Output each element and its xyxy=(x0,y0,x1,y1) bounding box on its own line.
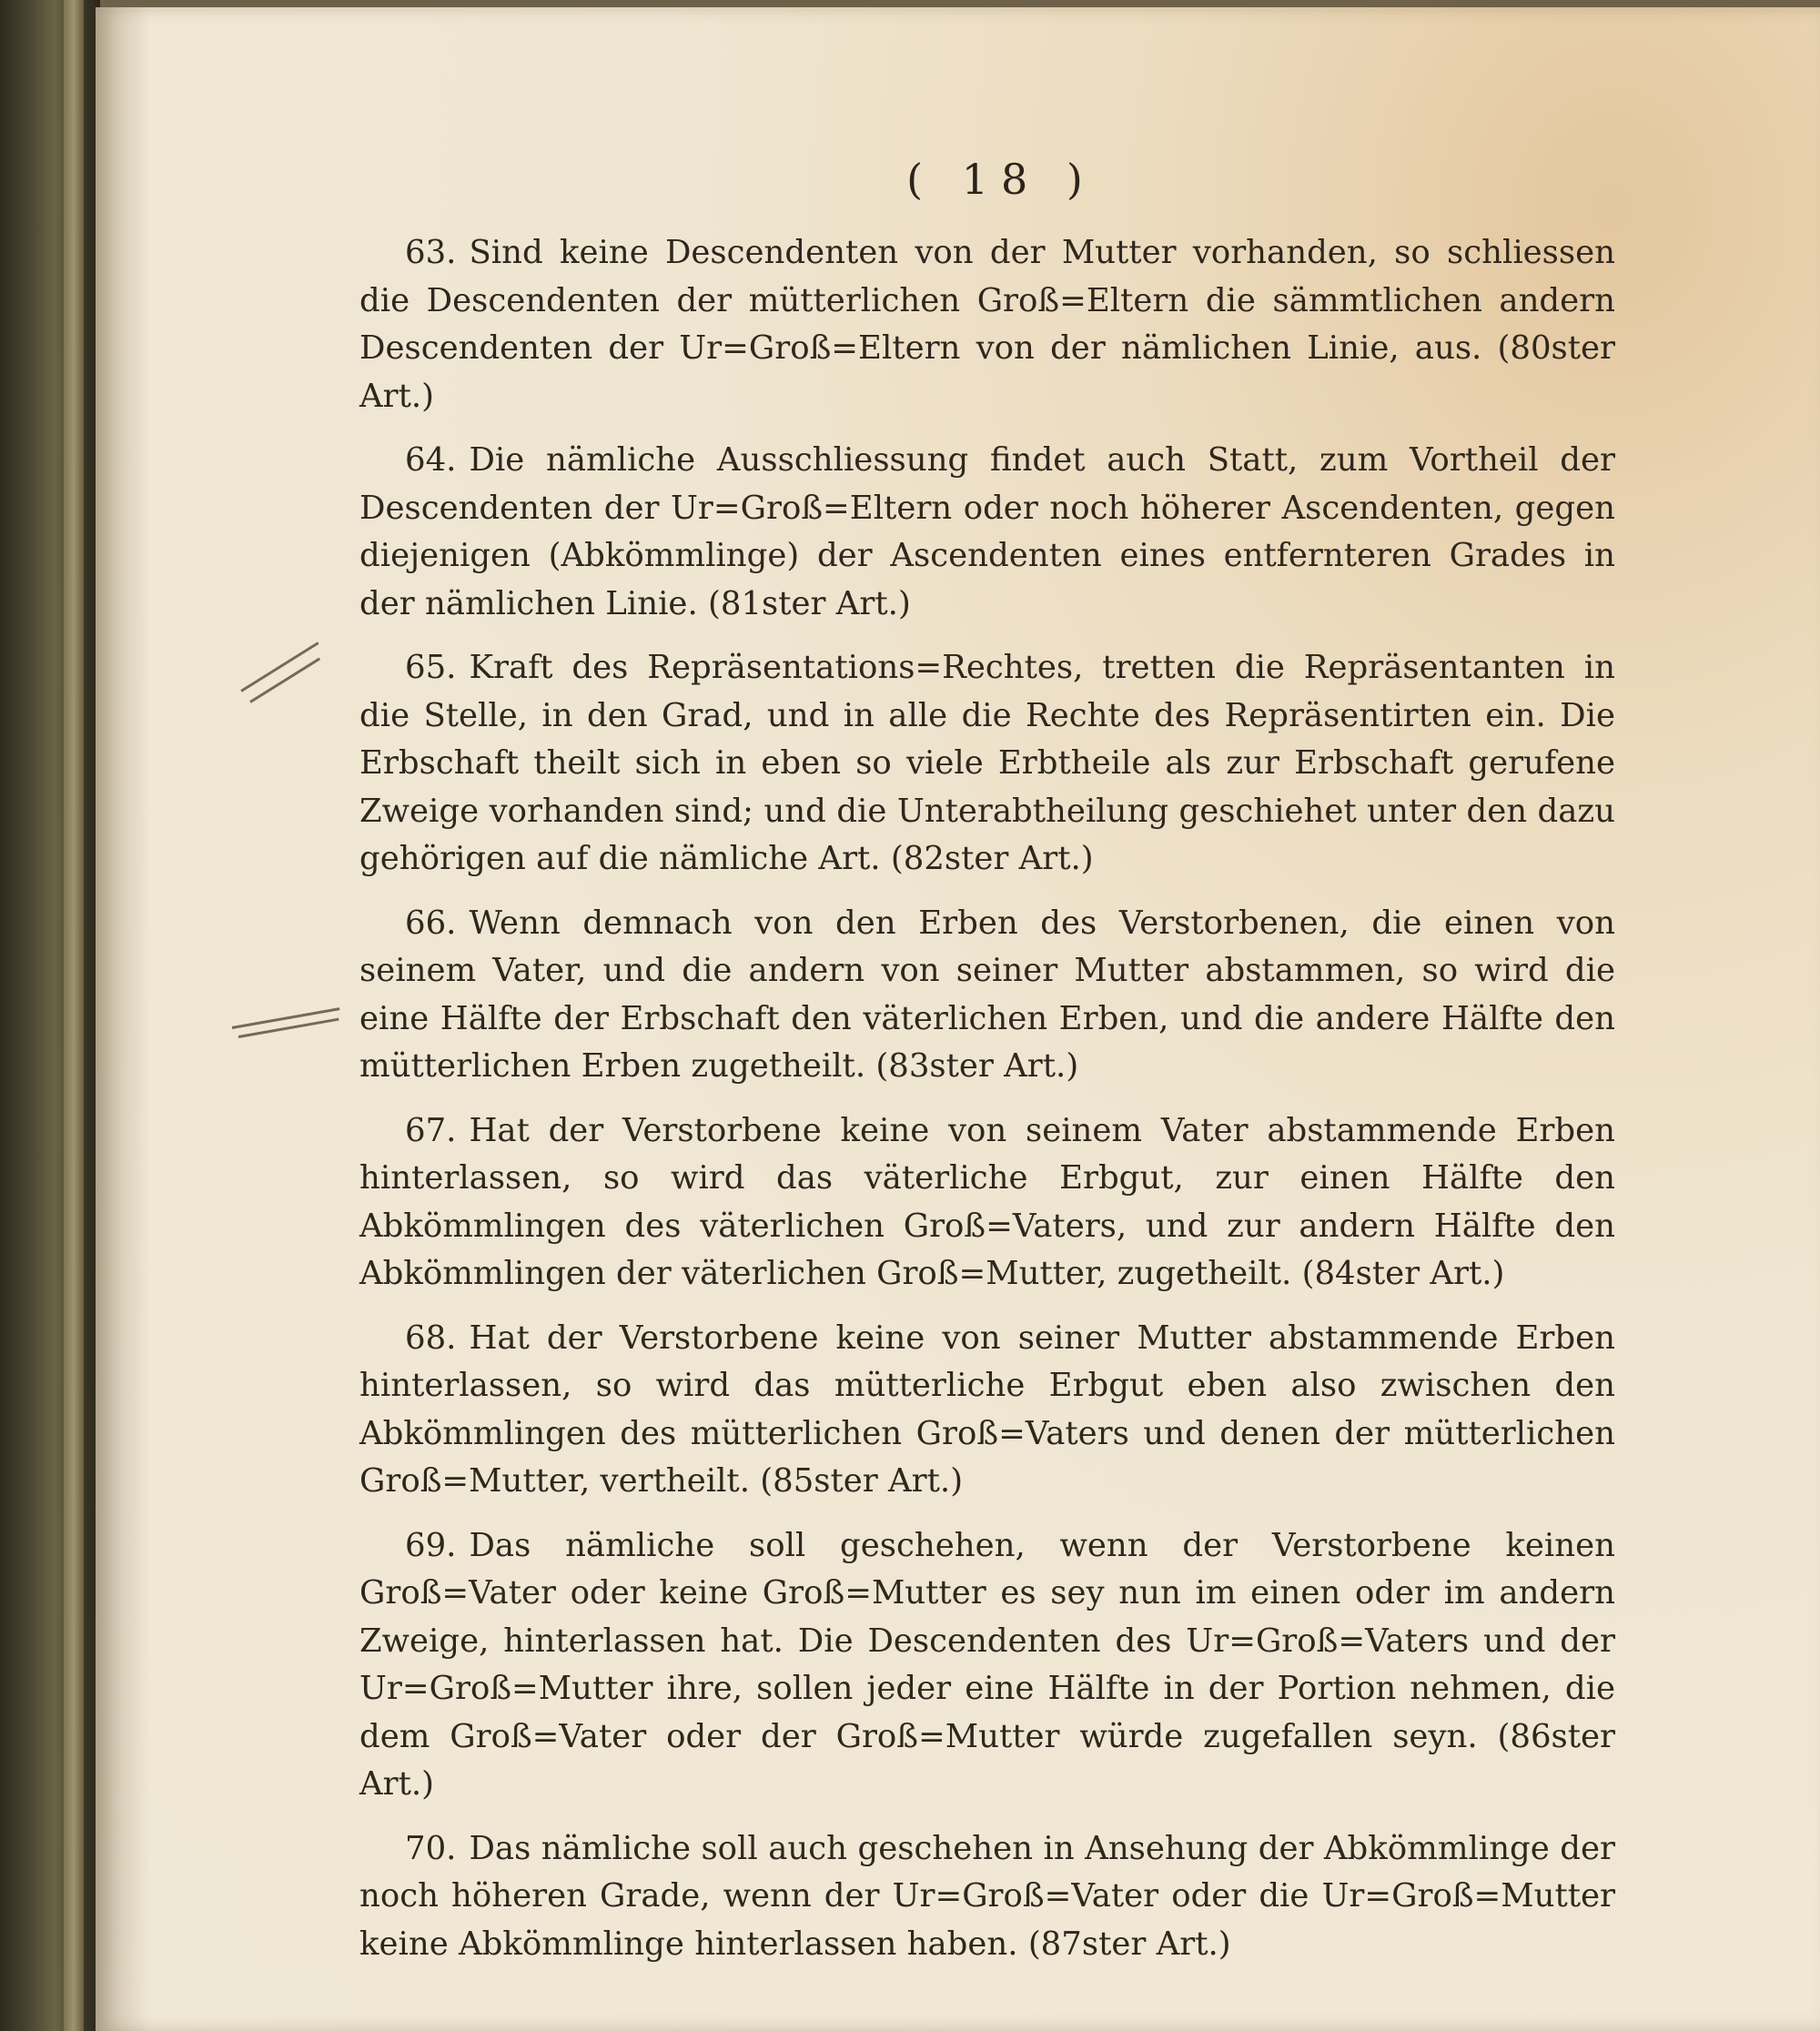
paragraph-number: 66. xyxy=(405,904,457,942)
paragraph-67 xyxy=(359,1107,1615,1298)
paragraph-text: Kraft des Repräsentations=Rechtes, tretten die Repräsentanten in die Stelle, in den Grad, und in alle die Rechte des Repräsentirten ein. Die Erbschaft theilt sich in eben so viele Erbtheile als zur Erbschaft gerufene Zweige vorhanden sind; und die Unterabtheilung geschiehet unter den dazu gehörigen auf die nämliche Art. (82ster Art.) xyxy=(359,649,1615,877)
paragraph-text: Hat der Verstorbene keine von seinem Vater abstammende Erben hinterlassen, so wird das väterliche Erbgut, zur einen Hälfte den Abkömmlingen des väterlichen Groß=Vaters, und zur andern Hälfte den Abkömmlingen der väterlichen Groß=Mutter, zugetheilt. (84ster Art.) xyxy=(359,1111,1615,1292)
page-number: ( 18 ) xyxy=(906,155,1096,204)
paragraph-number: 65. xyxy=(405,649,457,686)
paragraph-66 xyxy=(359,900,1615,1091)
paragraph-number: 64. xyxy=(405,441,457,479)
paragraph-text: Hat der Verstorbene keine von seiner Mutter abstammende Erben hinterlassen, so wird das mütterliche Erbgut eben also zwischen den Abkömmlingen des mütterlichen Groß=Vaters und denen der mütterlichen Groß=Mutter, vertheilt. (85ster Art.) xyxy=(359,1319,1615,1500)
paragraph-64 xyxy=(359,437,1615,628)
paragraph-number: 70. xyxy=(405,1829,457,1867)
paragraph-number: 67. xyxy=(405,1111,457,1149)
article-text xyxy=(359,229,1615,1985)
paragraph-number: 68. xyxy=(405,1319,457,1357)
binding-edge xyxy=(64,0,84,2031)
paragraph-text: Das nämliche soll geschehen, wenn der Verstorbene keinen Groß=Vater oder keine Groß=Mutter es sey nun im einen oder im andern Zweige, hinterlassen hat. Die Descendenten des Ur=Groß=Vaters und der Ur=Groß=Mutter ihre, sollen jeder eine Hälfte in der Portion nehmen, die dem Groß=Vater oder der Groß=Mutter würde zugefallen seyn. (86ster Art.) xyxy=(359,1526,1615,1803)
paragraph-number: 69. xyxy=(405,1526,457,1564)
paragraph-69 xyxy=(359,1522,1615,1809)
paragraph-63 xyxy=(359,229,1615,420)
paragraph-text: Sind keine Descendenten von der Mutter vorhanden, so schliessen die Descendenten der mütterlichen Groß=Eltern die sämmtlichen andern Descendenten der Ur=Groß=Eltern von der nämlichen Linie, aus. (80ster Art.) xyxy=(359,234,1615,415)
paragraph-number: 63. xyxy=(405,234,457,271)
book-binding xyxy=(0,0,100,2031)
page-fold-shadow xyxy=(96,7,150,2031)
paragraph-text: Das nämliche soll auch geschehen in Ansehung der Abkömmlinge der noch höheren Grade, wenn der Ur=Groß=Vater oder die Ur=Groß=Mutter keine Abkömmlinge hinterlassen haben. (87ster Art.) xyxy=(359,1829,1615,1963)
paragraph-text: Die nämliche Ausschliessung findet auch Statt, zum Vortheil der Descendenten der Ur=Groß=Eltern oder noch höherer Ascendenten, gegen diejenigen (Abkömmlinge) der Ascendenten eines entfernteren Grades in der nämlichen Linie. (81ster Art.) xyxy=(359,441,1615,622)
paragraph-68 xyxy=(359,1315,1615,1506)
paragraph-65 xyxy=(359,644,1615,884)
paragraph-text: Wenn demnach von den Erben des Verstorbenen, die einen von seinem Vater, und die andern von seiner Mutter abstammen, so wird die eine Hälfte der Erbschaft den väterlichen Erben, und die andere Hälfte den mütterlichen Erben zugetheilt. (83ster Art.) xyxy=(359,904,1615,1085)
paragraph-70 xyxy=(359,1825,1615,1969)
